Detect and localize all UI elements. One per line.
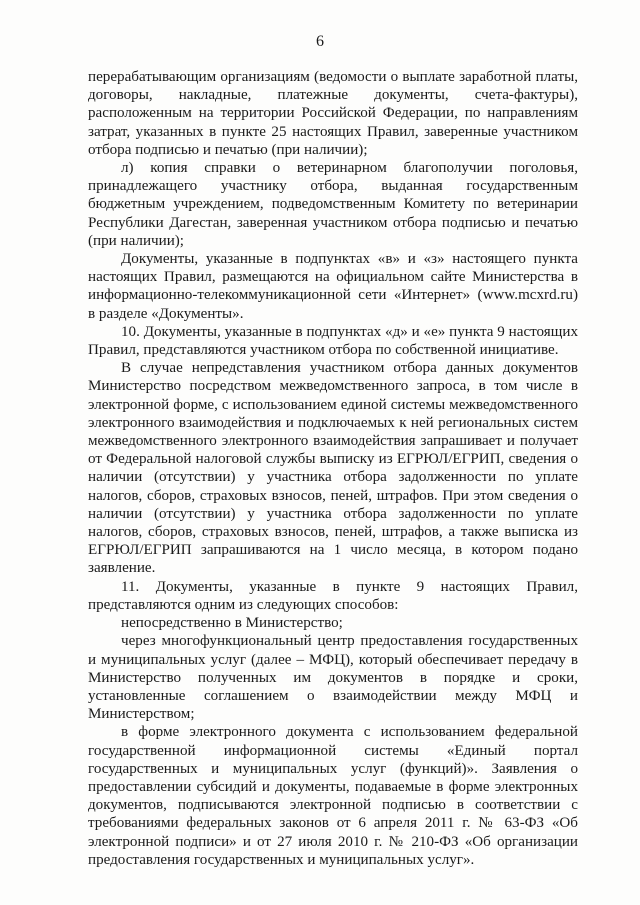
paragraph-interagency-request: В случае непредставления участником отбора данных документов Министерство посредством межведомственного запроса, в том числе в электронной форме, с использованием единой системы межведомственного электронного взаимодействия и подключаемых к ней региональных систем межведомственного электронного взаимодействия запрашивает и получает от Федеральной налоговой службы выписку из ЕГРЮЛ/ЕГРИП, сведения о наличии (отсутствии) у участника отбора задолженности по уплате налогов, сборов, страховых взносов, пеней, штрафов. При этом сведения о наличии (отсутствии) у участника отбора задолженности по уплате налогов, сборов, страховых взносов, пеней, штрафов, а также выписка из ЕГРЮЛ/ЕГРИП запрашиваются на 1 число месяца, в котором подано заявление. (88, 360, 578, 577)
paragraph-method-mfc: через многофункциональный центр предоставления государственных и муниципальных услуг (далее – МФЦ), который обеспечивает передачу в Министерство полученных им документов в порядке и сроки, установленные соглашением о взаимодействии между МФЦ и Министерством; (88, 633, 578, 723)
paragraph-method-electronic: в форме электронного документа с использованием федеральной государственной информационной системы «Единый портал государственных и муниципальных услуг (функций)». Заявления о предоставлении субсидий и документы, подаваемые в форме электронных документов, подписываются электронной подписью в соответствии с требованиями федеральных законов от 6 апреля 2011 г. № 63-ФЗ «Об электронной подписи» и от 27 июля 2010 г. № 210-ФЗ «Об организации предоставления государственных и муниципальных услуг». (88, 724, 578, 868)
paragraph-clause-10: 10. Документы, указанные в подпунктах «д» и «е» пункта 9 настоящих Правил, представляются участником отбора по собственной инициативе. (88, 323, 578, 359)
document-body (88, 68, 578, 869)
paragraph-clause-11: 11. Документы, указанные в пункте 9 настоящих Правил, представляются одним из следующих способов: (88, 578, 578, 613)
paragraph-documents-published: Документы, указанные в подпунктах «в» и «з» настоящего пункта настоящих Правил, размещаются на официальном сайте Министерства в информационно-телекоммуникационной сети «Интернет» (www.mcxrd.ru) в разделе «Документы». (88, 251, 578, 322)
paragraph-continuation: перерабатывающим организациям (ведомости о выплате заработной платы, договоры, накладные, платежные документы, счета-фактуры), расположенным на территории Российской Федерации, по направлениям затрат, указанных в пункте 25 настоящих Правил, заверенные участником отбора подписью и печатью (при наличии); (88, 69, 578, 158)
paragraph-subitem-l: л) копия справки о ветеринарном благополучии поголовья, принадлежащего участнику отбора, выданная государственным бюджетным учреждением, подведомственным Комитету по ветеринарии Республики Дагестан, заверенная участником отбора подписью и печатью (при наличии); (88, 160, 578, 249)
page-number: 6 (316, 33, 324, 50)
paragraph-method-direct: непосредственно в Министерство; (121, 615, 343, 632)
